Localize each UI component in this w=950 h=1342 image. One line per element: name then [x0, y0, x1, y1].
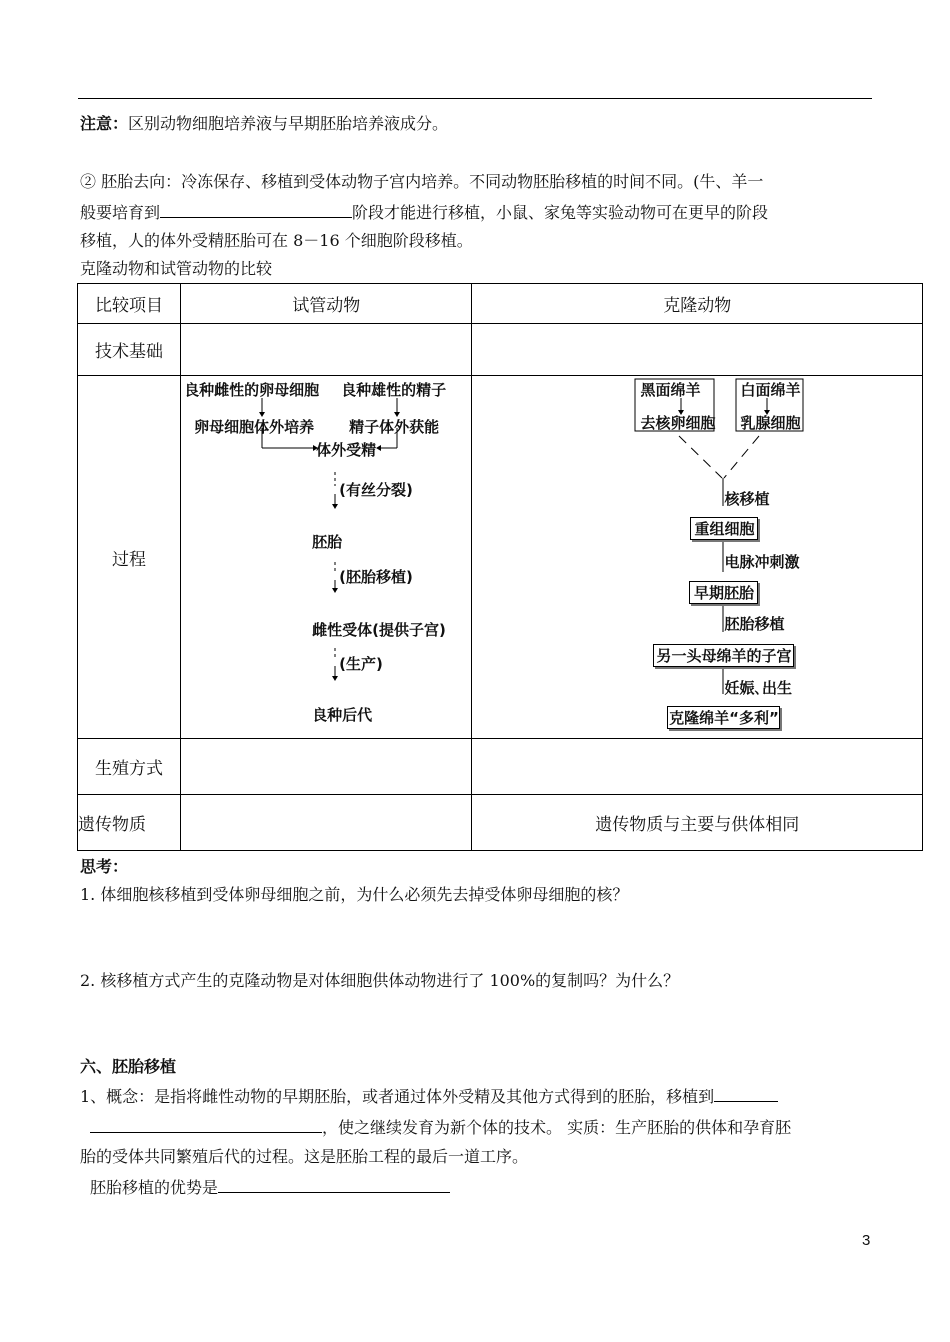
clone-flowchart — [472, 376, 922, 738]
row-tech-basis — [78, 324, 923, 376]
row-reproduction — [78, 739, 923, 795]
answer-blank-advantage[interactable] — [218, 1176, 450, 1193]
concept-line-3: 胎的受体共同繁殖后代的过程。这是胚胎工程的最后一道工序。 — [80, 1147, 529, 1166]
clone-mammary-cell: 乳腺细胞 — [740, 414, 801, 432]
answer-blank-transfer-target-cont[interactable] — [90, 1116, 322, 1133]
row-tech-basis-label: 技术基础 — [78, 324, 181, 376]
concept-line-2 — [80, 1116, 791, 1139]
concept-line-1 — [80, 1085, 778, 1108]
header-compare-item: 比较项目 — [78, 284, 181, 324]
ivf-female-gamete: 良种雌性的卵母细胞 — [184, 381, 320, 399]
ivf-recipient: 雌性受体(提供子宫) — [312, 621, 446, 639]
ivf-mitosis-step: (有丝分裂) — [339, 481, 413, 499]
embryo-fate-line-2-pre: 般要培育到 — [80, 203, 161, 222]
cell-process-clone — [472, 376, 923, 739]
embryo-fate-line-2 — [80, 201, 768, 224]
ivf-embryo: 胚胎 — [312, 533, 343, 551]
cell-tech-ivf[interactable] — [181, 324, 472, 376]
ivf-fertilization: 体外受精 — [316, 441, 377, 459]
row-genetic-material — [78, 795, 923, 851]
advantage-line — [90, 1176, 450, 1199]
ivf-oocyte-culture: 卵母细胞体外培养 — [194, 418, 315, 436]
note-line — [80, 113, 448, 135]
header-rule — [78, 98, 872, 99]
embryo-fate-line-1: ② 胚胎去向：冷冻保存、移植到受体动物子宫内培养。不同动物胚胎移植的时间不同。(牛、羊一 — [80, 172, 764, 191]
row-genetic-label: 遗传物质 — [78, 795, 181, 851]
clone-enucleated-oocyte: 去核卵细胞 — [640, 414, 716, 432]
question-2: 2. 核移植方式产生的克隆动物是对体细胞供体动物进行了 100%的复制吗？为什么？ — [80, 971, 680, 990]
answer-blank-stage[interactable] — [160, 201, 352, 218]
ivf-transfer-step: (胚胎移植) — [339, 568, 413, 586]
row-reproduction-label: 生殖方式 — [78, 739, 181, 795]
clone-electric-pulse-step: 电脉冲刺激 — [724, 553, 800, 571]
cell-process-ivf — [181, 376, 472, 739]
ivf-birth-step: (生产) — [339, 655, 383, 673]
clone-white-face-sheep: 白面绵羊 — [740, 381, 801, 399]
row-process — [78, 376, 923, 739]
table-header-row — [78, 284, 923, 324]
header-ivf-animal: 试管动物 — [181, 284, 472, 324]
clone-nuclear-transfer-step: 核移植 — [724, 490, 770, 508]
clone-black-face-sheep: 黑面绵羊 — [640, 381, 701, 399]
cell-repro-ivf[interactable] — [181, 739, 472, 795]
answer-blank-transfer-target[interactable] — [714, 1085, 778, 1102]
section-6-title: 六、胚胎移植 — [80, 1057, 177, 1076]
cell-genetic-ivf[interactable] — [181, 795, 472, 851]
clone-reconstructed-cell: 重组细胞 — [690, 517, 758, 540]
page-number: 3 — [862, 1232, 871, 1249]
note-text: 区别动物细胞培养液与早期胚胎培养液成分。 — [128, 114, 449, 133]
clone-early-embryo: 早期胚胎 — [689, 581, 758, 604]
comparison-table — [77, 283, 923, 851]
embryo-fate-line-2-post: 阶段才能进行移植，小鼠、家兔等实验动物可在更早的阶段 — [352, 203, 769, 222]
concept-line-1-text: 1、概念：是指将雌性动物的早期胚胎，或者通过体外受精及其他方式得到的胚胎，移植到 — [80, 1087, 715, 1106]
clone-pregnancy-birth-step: 妊娠､出生 — [724, 679, 792, 697]
cell-tech-clone[interactable] — [472, 324, 923, 376]
ivf-offspring: 良种后代 — [312, 706, 373, 724]
note-label: 注意： — [80, 114, 129, 133]
ivf-male-gamete: 良种雄性的精子 — [341, 381, 447, 399]
concept-line-2-text: ，使之继续发育为新个体的技术。 实质：生产胚胎的供体和孕育胚 — [322, 1118, 792, 1137]
ivf-flowchart — [181, 376, 471, 738]
header-clone-animal: 克隆动物 — [472, 284, 923, 324]
cell-repro-clone[interactable] — [472, 739, 923, 795]
question-1: 1. 体细胞核移植到受体卵母细胞之前，为什么必须先去掉受体卵母细胞的核？ — [80, 885, 629, 904]
cell-genetic-clone: 遗传物质与主要与供体相同 — [472, 795, 923, 851]
ivf-sperm-capacitation: 精子体外获能 — [349, 418, 440, 436]
row-process-label: 过程 — [78, 376, 181, 739]
embryo-fate-line-3: 移植，人的体外受精胚胎可在 8－16 个细胞阶段移植。 — [80, 231, 473, 250]
clone-surrogate-uterus: 另一头母绵羊的子宫 — [653, 644, 794, 667]
clone-dolly: 克隆绵羊“多利” — [667, 706, 780, 729]
thinking-label: 思考： — [80, 857, 129, 876]
advantage-label: 胚胎移植的优势是 — [90, 1178, 219, 1197]
clone-embryo-transfer-step: 胚胎移植 — [724, 615, 785, 633]
table-title: 克隆动物和试管动物的比较 — [80, 259, 273, 278]
